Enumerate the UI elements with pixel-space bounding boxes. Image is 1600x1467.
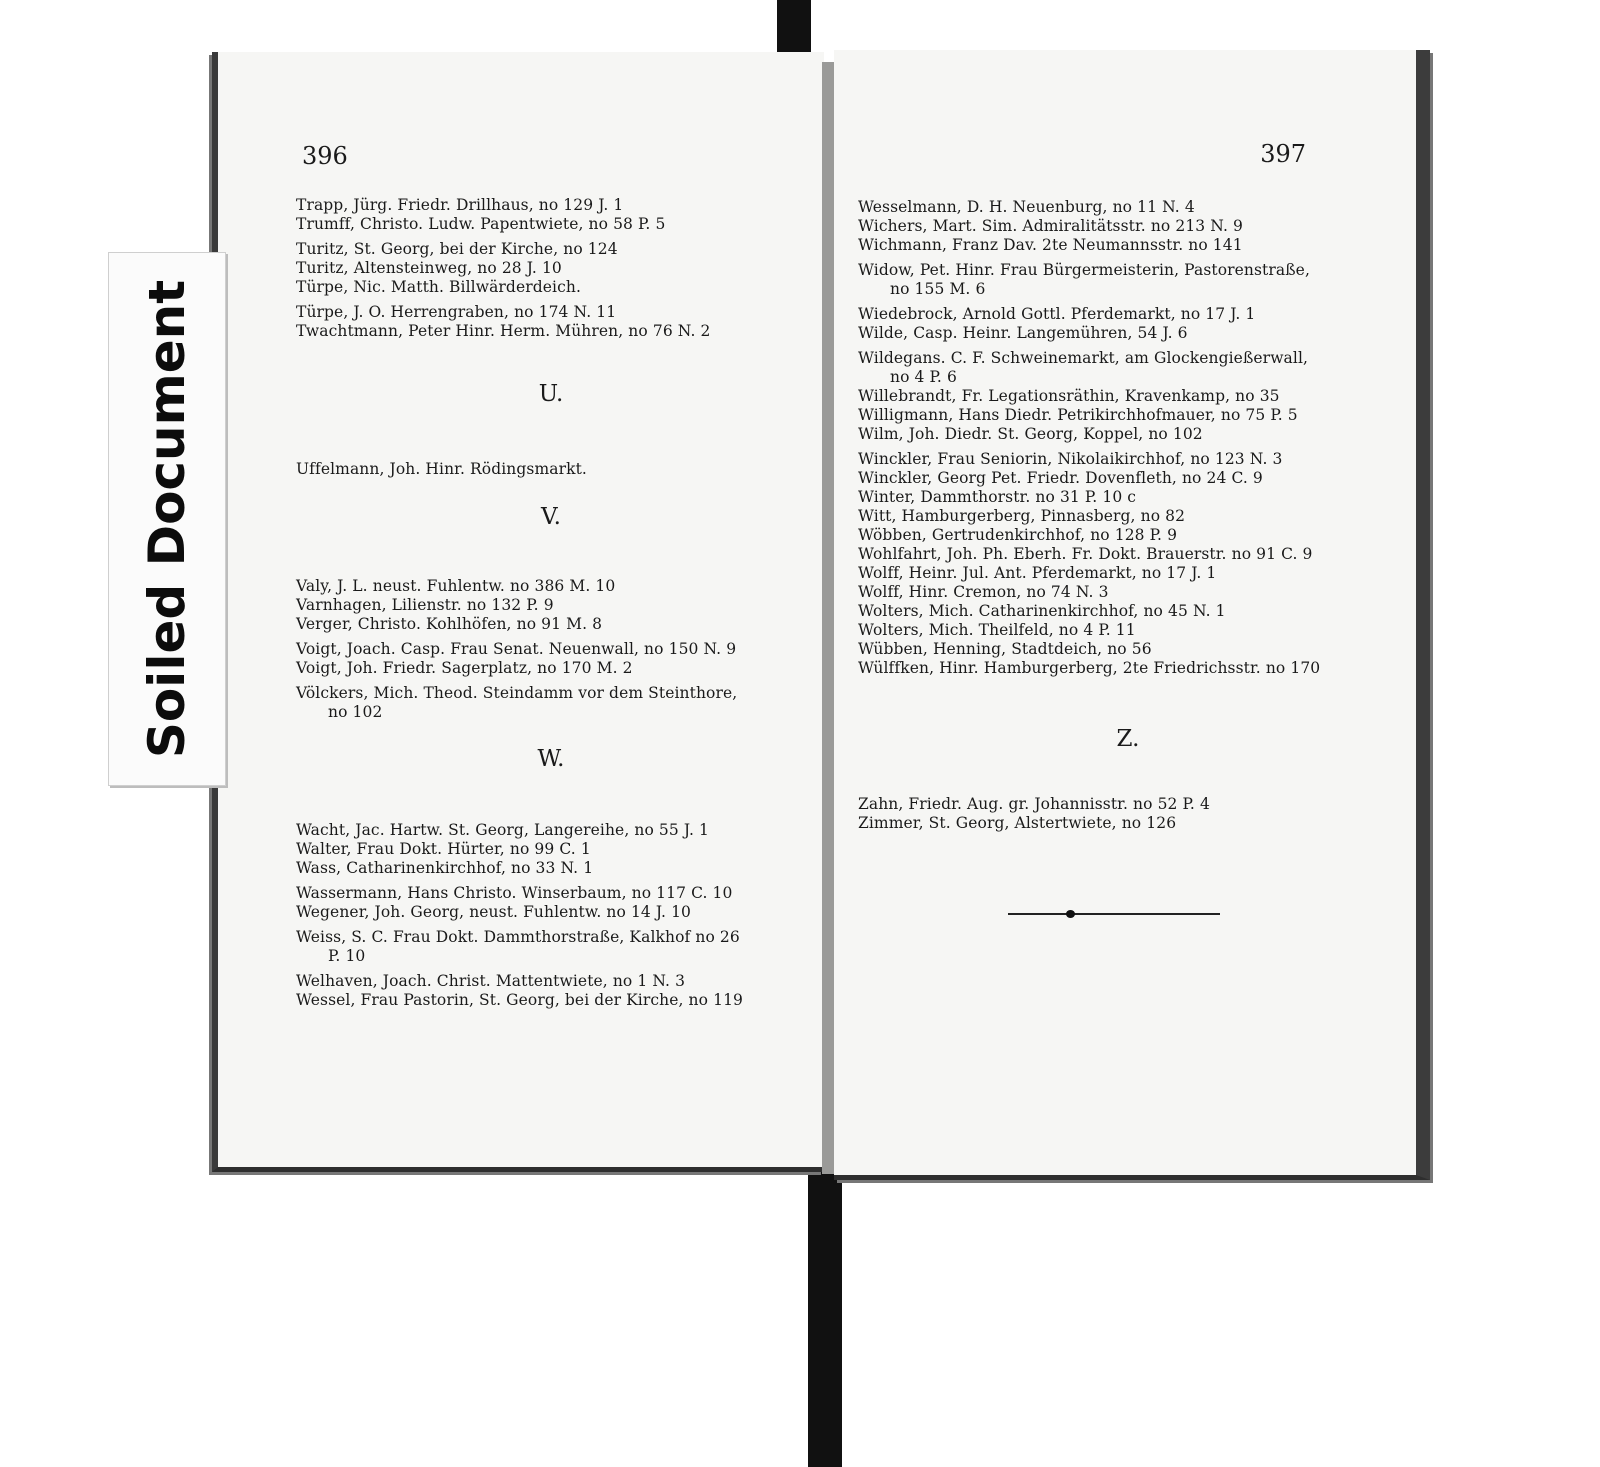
directory-entry: Zimmer, St. Georg, Alstertwiete, no 126	[858, 814, 1177, 832]
soiled-document-tape	[108, 252, 226, 786]
directory-entry: Wohlfahrt, Joh. Ph. Eberh. Fr. Dokt. Brauerstr. no 91 C. 9	[858, 545, 1313, 563]
directory-entry: Wübben, Henning, Stadtdeich, no 56	[858, 640, 1152, 658]
directory-entry: Wass, Catharinenkirchhof, no 33 N. 1	[296, 859, 594, 877]
directory-entry: no 155 M. 6	[890, 280, 986, 298]
directory-entry: Valy, J. L. neust. Fuhlentw. no 386 M. 10	[296, 577, 616, 595]
directory-entry: Trapp, Jürg. Friedr. Drillhaus, no 129 J. 1	[296, 196, 624, 214]
directory-entry: Verger, Christo. Kohlhöfen, no 91 M. 8	[296, 615, 603, 633]
directory-entry: no 102	[328, 703, 383, 721]
directory-entry: Wolff, Hinr. Cremon, no 74 N. 3	[858, 583, 1109, 601]
directory-entry: P. 10	[328, 947, 366, 965]
directory-entry: Wessel, Frau Pastorin, St. Georg, bei der Kirche, no 119	[296, 991, 743, 1009]
directory-entry: Wolff, Heinr. Jul. Ant. Pferdemarkt, no 17 J. 1	[858, 564, 1217, 582]
directory-entry: Trumff, Christo. Ludw. Papentwiete, no 58 P. 5	[296, 215, 666, 233]
section-letter: U.	[538, 381, 564, 407]
directory-entry: Winckler, Frau Seniorin, Nikolaikirchhof, no 123 N. 3	[858, 450, 1283, 468]
directory-entry: Wesselmann, D. H. Neuenburg, no 11 N. 4	[858, 198, 1195, 216]
directory-entry: Weiss, S. C. Frau Dokt. Dammthorstraße, Kalkhof no 26	[296, 928, 740, 946]
directory-entry: Widow, Pet. Hinr. Frau Bürgermeisterin, Pastorenstraße,	[858, 261, 1310, 279]
directory-entry: Wolters, Mich. Catharinenkirchhof, no 45 N. 1	[858, 602, 1226, 620]
bookmark-ribbon-bottom	[808, 1172, 842, 1467]
directory-entry: Winter, Dammthorstr. no 31 P. 10 c	[858, 488, 1137, 506]
directory-entry: Turitz, Altensteinweg, no 28 J. 10	[296, 259, 562, 277]
directory-entry: Wilm, Joh. Diedr. St. Georg, Koppel, no 102	[858, 425, 1203, 443]
directory-entry: Winckler, Georg Pet. Friedr. Dovenfleth, no 24 C. 9	[858, 469, 1263, 487]
end-ornament	[1008, 910, 1220, 918]
section-letter: Z.	[1116, 726, 1140, 752]
directory-entry: Türpe, J. O. Herrengraben, no 174 N. 11	[296, 303, 617, 321]
directory-entry: Wiedebrock, Arnold Gottl. Pferdemarkt, no 17 J. 1	[858, 305, 1256, 323]
directory-entry: Walter, Frau Dokt. Hürter, no 99 C. 1	[296, 840, 591, 858]
directory-entry: Witt, Hamburgerberg, Pinnasberg, no 82	[858, 507, 1186, 525]
directory-entry: Wegener, Joh. Georg, neust. Fuhlentw. no 14 J. 10	[296, 903, 692, 921]
page-number-left: 396	[302, 142, 348, 170]
directory-entry: Zahn, Friedr. Aug. gr. Johannisstr. no 52 P. 4	[858, 795, 1210, 813]
directory-entry: no 4 P. 6	[890, 368, 957, 386]
directory-entry: Türpe, Nic. Matth. Billwärderdeich.	[296, 278, 581, 296]
soiled-document-label: Soiled Document	[138, 279, 196, 759]
right-page-entries	[858, 198, 1398, 833]
directory-entry: Twachtmann, Peter Hinr. Herm. Mühren, no 76 N. 2	[296, 322, 711, 340]
directory-entry: Turitz, St. Georg, bei der Kirche, no 124	[296, 240, 618, 258]
section-letter: W.	[537, 746, 565, 772]
directory-entry: Wichmann, Franz Dav. 2te Neumannsstr. no 141	[858, 236, 1243, 254]
directory-entry: Wildegans. C. F. Schweinemarkt, am Glockengießerwall,	[858, 349, 1309, 367]
directory-entry: Voigt, Joh. Friedr. Sagerplatz, no 170 M. 2	[296, 659, 633, 677]
directory-entry: Voigt, Joach. Casp. Frau Senat. Neuenwall, no 150 N. 9	[296, 640, 737, 658]
section-letter: V.	[541, 504, 561, 530]
left-page	[212, 52, 824, 1172]
directory-entry: Varnhagen, Lilienstr. no 132 P. 9	[296, 596, 554, 614]
directory-entry: Willebrandt, Fr. Legationsräthin, Kravenkamp, no 35	[858, 387, 1280, 405]
directory-entry: Welhaven, Joach. Christ. Mattentwiete, no 1 N. 3	[296, 972, 686, 990]
directory-entry: Wolters, Mich. Theilfeld, no 4 P. 11	[858, 621, 1136, 639]
directory-entry: Völckers, Mich. Theod. Steindamm vor dem Steinthore,	[296, 684, 738, 702]
directory-entry: Wöbben, Gertrudenkirchhof, no 128 P. 9	[858, 526, 1178, 544]
directory-entry: Wacht, Jac. Hartw. St. Georg, Langereihe, no 55 J. 1	[296, 821, 709, 839]
directory-entry: Wichers, Mart. Sim. Admiralitätsstr. no 213 N. 9	[858, 217, 1243, 235]
directory-entry: Wilde, Casp. Heinr. Langemühren, 54 J. 6	[858, 324, 1188, 342]
directory-entry: Willigmann, Hans Diedr. Petrikirchhofmauer, no 75 P. 5	[858, 406, 1298, 424]
left-page-entries	[296, 196, 806, 1010]
directory-entry: Wassermann, Hans Christo. Winserbaum, no 117 C. 10	[296, 884, 733, 902]
directory-entry: Wülffken, Hinr. Hamburgerberg, 2te Friedrichsstr. no 170	[858, 659, 1321, 677]
directory-entry: Uffelmann, Joh. Hinr. Rödingsmarkt.	[296, 460, 587, 478]
right-page	[834, 50, 1430, 1180]
page-number-right: 397	[1260, 140, 1306, 168]
